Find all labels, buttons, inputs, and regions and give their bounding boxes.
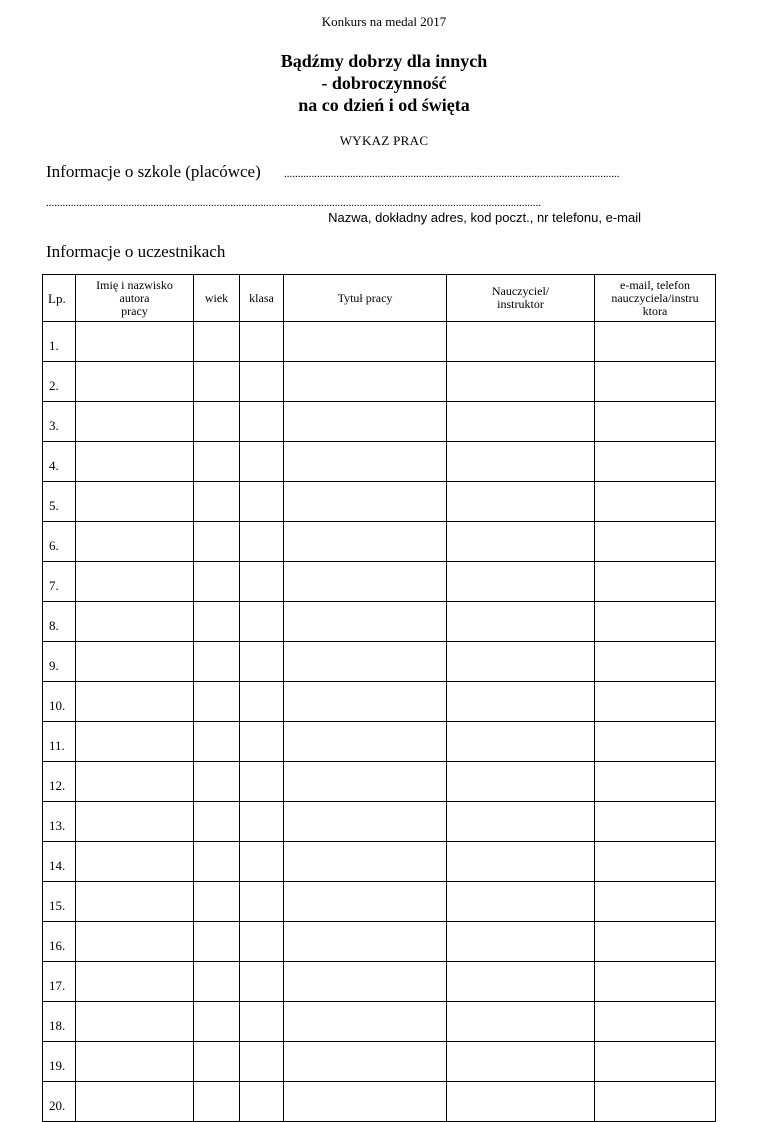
- row-number: 20.: [43, 1082, 76, 1122]
- title-line-3: na co dzień i od święta: [298, 95, 470, 115]
- competition-header: Konkurs na medal 2017: [321, 14, 447, 29]
- age-cell[interactable]: [194, 802, 240, 842]
- teacher-cell[interactable]: [447, 762, 595, 802]
- teacher-cell[interactable]: [447, 362, 595, 402]
- title-cell[interactable]: [284, 1042, 447, 1082]
- row-number: 17.: [43, 962, 76, 1002]
- table-row: [43, 722, 716, 762]
- age-cell[interactable]: [194, 602, 240, 642]
- header-author-line: pracy: [121, 303, 148, 318]
- header-author-line: Imię i nazwisko: [96, 277, 173, 292]
- teacher-cell[interactable]: [447, 1002, 595, 1042]
- header-contact-line: ktora: [642, 303, 668, 318]
- contact-cell[interactable]: [595, 922, 716, 962]
- teacher-cell[interactable]: [447, 1042, 595, 1082]
- teacher-cell[interactable]: [447, 322, 595, 362]
- document-title: [0, 50, 768, 116]
- row-number: 5.: [43, 482, 76, 522]
- teacher-cell[interactable]: [447, 962, 595, 1002]
- row-number: 19.: [43, 1042, 76, 1082]
- title-cell[interactable]: [284, 322, 447, 362]
- table-row: [43, 762, 716, 802]
- age-cell[interactable]: [194, 762, 240, 802]
- age-cell[interactable]: [194, 322, 240, 362]
- title-cell[interactable]: [284, 802, 447, 842]
- class-cell[interactable]: [240, 842, 284, 882]
- teacher-cell[interactable]: [447, 802, 595, 842]
- age-cell[interactable]: [194, 922, 240, 962]
- contact-cell[interactable]: [595, 642, 716, 682]
- contact-cell[interactable]: [595, 442, 716, 482]
- author-cell[interactable]: [76, 1002, 194, 1042]
- class-cell[interactable]: [240, 962, 284, 1002]
- class-cell[interactable]: [240, 1042, 284, 1082]
- teacher-cell[interactable]: [447, 402, 595, 442]
- school-info-fill-line-2: ....................................................................................................................................................................................: [46, 197, 541, 209]
- contact-cell[interactable]: [595, 602, 716, 642]
- row-number: 8.: [43, 602, 76, 642]
- contact-cell[interactable]: [595, 802, 716, 842]
- row-number: 10.: [43, 682, 76, 722]
- author-cell[interactable]: [76, 642, 194, 682]
- teacher-cell[interactable]: [447, 1082, 595, 1122]
- header-teacher: [447, 275, 595, 322]
- table-row: [43, 322, 716, 362]
- header-teacher-line: Nauczyciel/: [491, 284, 550, 298]
- author-cell[interactable]: [76, 402, 194, 442]
- teacher-cell[interactable]: [447, 522, 595, 562]
- author-cell[interactable]: [76, 482, 194, 522]
- title-line-1: Bądźmy dobrzy dla innych: [280, 51, 488, 71]
- contact-cell[interactable]: [595, 322, 716, 362]
- title-cell[interactable]: [284, 722, 447, 762]
- table-row: [43, 522, 716, 562]
- class-cell[interactable]: [240, 762, 284, 802]
- age-cell[interactable]: [194, 1002, 240, 1042]
- class-cell[interactable]: [240, 402, 284, 442]
- header-age: wiek: [194, 275, 240, 322]
- title-cell[interactable]: [284, 762, 447, 802]
- row-number: 3.: [43, 402, 76, 442]
- author-cell[interactable]: [76, 562, 194, 602]
- contact-cell[interactable]: [595, 402, 716, 442]
- author-cell[interactable]: [76, 522, 194, 562]
- row-number: 12.: [43, 762, 76, 802]
- class-cell[interactable]: [240, 482, 284, 522]
- table-row: [43, 362, 716, 402]
- title-cell[interactable]: [284, 882, 447, 922]
- teacher-cell[interactable]: [447, 882, 595, 922]
- contact-cell[interactable]: [595, 842, 716, 882]
- age-cell[interactable]: [194, 962, 240, 1002]
- table-row: [43, 802, 716, 842]
- class-cell[interactable]: [240, 882, 284, 922]
- author-cell[interactable]: [76, 762, 194, 802]
- row-number: 6.: [43, 522, 76, 562]
- table-row: [43, 882, 716, 922]
- age-cell[interactable]: [194, 882, 240, 922]
- row-number: 16.: [43, 922, 76, 962]
- class-cell[interactable]: [240, 1082, 284, 1122]
- works-table: [42, 274, 716, 1122]
- class-cell[interactable]: [240, 442, 284, 482]
- title-cell[interactable]: [284, 402, 447, 442]
- author-cell[interactable]: [76, 922, 194, 962]
- class-cell[interactable]: [240, 642, 284, 682]
- teacher-cell[interactable]: [447, 562, 595, 602]
- title-cell[interactable]: [284, 1002, 447, 1042]
- title-cell[interactable]: [284, 1082, 447, 1122]
- row-number: 4.: [43, 442, 76, 482]
- list-subtitle: WYKAZ PRAC: [339, 133, 429, 148]
- author-cell[interactable]: [76, 682, 194, 722]
- contact-cell[interactable]: [595, 1082, 716, 1122]
- contact-cell[interactable]: [595, 882, 716, 922]
- header-author-line: autora: [119, 290, 150, 305]
- header-class: klasa: [240, 275, 284, 322]
- contact-cell[interactable]: [595, 522, 716, 562]
- table-row: [43, 482, 716, 522]
- author-cell[interactable]: [76, 842, 194, 882]
- author-cell[interactable]: [76, 442, 194, 482]
- class-cell[interactable]: [240, 362, 284, 402]
- age-cell[interactable]: [194, 642, 240, 682]
- header-contact-line: e-mail, telefon: [620, 277, 690, 292]
- row-number: 11.: [43, 722, 76, 762]
- header-teacher-line: instruktor: [497, 297, 544, 311]
- row-number: 13.: [43, 802, 76, 842]
- table-row: [43, 1042, 716, 1082]
- teacher-cell[interactable]: [447, 842, 595, 882]
- table-row: [43, 682, 716, 722]
- row-number: 9.: [43, 642, 76, 682]
- table-row: [43, 642, 716, 682]
- title-cell[interactable]: [284, 602, 447, 642]
- title-cell[interactable]: [284, 362, 447, 402]
- table-header-row: [43, 275, 716, 322]
- participants-info-label: Informacje o uczestnikach: [46, 242, 226, 261]
- header-lp: Lp.: [43, 275, 76, 322]
- table-row: [43, 1082, 716, 1122]
- row-number: 7.: [43, 562, 76, 602]
- author-cell[interactable]: [76, 802, 194, 842]
- class-cell[interactable]: [240, 522, 284, 562]
- author-cell[interactable]: [76, 962, 194, 1002]
- class-cell[interactable]: [240, 562, 284, 602]
- age-cell[interactable]: [194, 842, 240, 882]
- author-cell[interactable]: [76, 602, 194, 642]
- teacher-cell[interactable]: [447, 602, 595, 642]
- school-info-hint: Nazwa, dokładny adres, kod poczt., nr telefonu, e-mail: [328, 210, 641, 225]
- teacher-cell[interactable]: [447, 642, 595, 682]
- author-cell[interactable]: [76, 722, 194, 762]
- row-number: 18.: [43, 1002, 76, 1042]
- age-cell[interactable]: [194, 722, 240, 762]
- title-cell[interactable]: [284, 842, 447, 882]
- contact-cell[interactable]: [595, 482, 716, 522]
- title-cell[interactable]: [284, 962, 447, 1002]
- title-cell[interactable]: [284, 682, 447, 722]
- row-number: 1.: [43, 322, 76, 362]
- contact-cell[interactable]: [595, 722, 716, 762]
- table-row: [43, 1002, 716, 1042]
- title-cell[interactable]: [284, 922, 447, 962]
- class-cell[interactable]: [240, 722, 284, 762]
- contact-cell[interactable]: [595, 962, 716, 1002]
- teacher-cell[interactable]: [447, 682, 595, 722]
- table-row: [43, 962, 716, 1002]
- table-row: [43, 922, 716, 962]
- header-contact: [595, 275, 716, 322]
- header-contact-line: nauczyciela/instru: [611, 290, 699, 305]
- title-line-2: - dobroczynność: [321, 73, 447, 93]
- title-cell[interactable]: [284, 442, 447, 482]
- contact-cell[interactable]: [595, 362, 716, 402]
- class-cell[interactable]: [240, 802, 284, 842]
- teacher-cell[interactable]: [447, 482, 595, 522]
- age-cell[interactable]: [194, 362, 240, 402]
- contact-cell[interactable]: [595, 1042, 716, 1082]
- teacher-cell[interactable]: [447, 922, 595, 962]
- age-cell[interactable]: [194, 402, 240, 442]
- contact-cell[interactable]: [595, 562, 716, 602]
- contact-cell[interactable]: [595, 762, 716, 802]
- author-cell[interactable]: [76, 322, 194, 362]
- age-cell[interactable]: [194, 682, 240, 722]
- table-row: [43, 602, 716, 642]
- contact-cell[interactable]: [595, 1002, 716, 1042]
- header-author: [76, 275, 194, 322]
- table-row: [43, 402, 716, 442]
- class-cell[interactable]: [240, 1002, 284, 1042]
- school-info-fill-line: ..........................................................................................................................: [284, 168, 620, 180]
- class-cell[interactable]: [240, 602, 284, 642]
- age-cell[interactable]: [194, 562, 240, 602]
- age-cell[interactable]: [194, 1042, 240, 1082]
- school-info-label: Informacje o szkole (placówce): [46, 162, 261, 181]
- teacher-cell[interactable]: [447, 722, 595, 762]
- row-number: 14.: [43, 842, 76, 882]
- title-cell[interactable]: [284, 482, 447, 522]
- table-row: [43, 842, 716, 882]
- table-row: [43, 562, 716, 602]
- teacher-cell[interactable]: [447, 442, 595, 482]
- contact-cell[interactable]: [595, 682, 716, 722]
- age-cell[interactable]: [194, 442, 240, 482]
- title-cell[interactable]: [284, 642, 447, 682]
- table-row: [43, 442, 716, 482]
- age-cell[interactable]: [194, 1082, 240, 1122]
- age-cell[interactable]: [194, 482, 240, 522]
- author-cell[interactable]: [76, 1042, 194, 1082]
- class-cell[interactable]: [240, 922, 284, 962]
- title-cell[interactable]: [284, 562, 447, 602]
- author-cell[interactable]: [76, 1082, 194, 1122]
- row-number: 15.: [43, 882, 76, 922]
- author-cell[interactable]: [76, 362, 194, 402]
- class-cell[interactable]: [240, 322, 284, 362]
- row-number: 2.: [43, 362, 76, 402]
- author-cell[interactable]: [76, 882, 194, 922]
- header-title: Tytuł pracy: [284, 275, 447, 322]
- class-cell[interactable]: [240, 682, 284, 722]
- age-cell[interactable]: [194, 522, 240, 562]
- title-cell[interactable]: [284, 522, 447, 562]
